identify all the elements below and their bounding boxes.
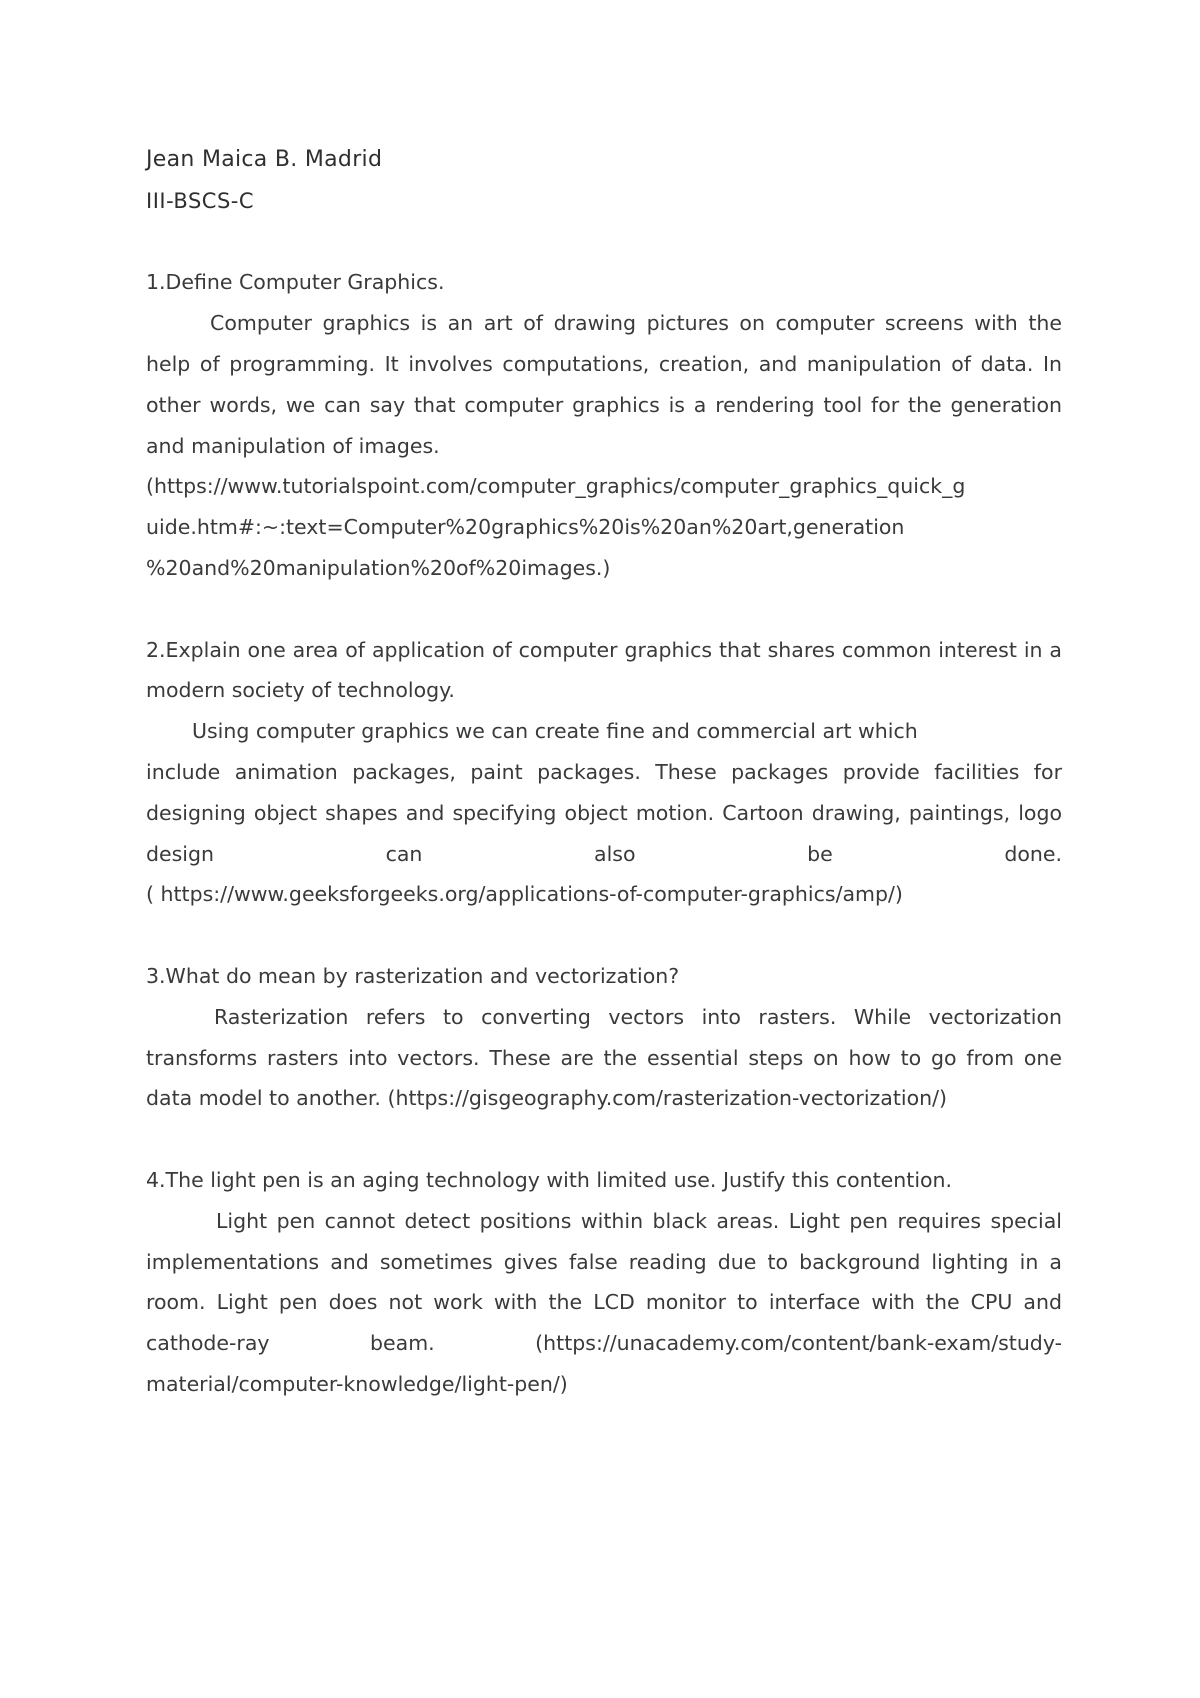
reference-1-line-2: uide.htm#:~:text=Computer%20graphics%20is%20an%20art,generation — [146, 515, 905, 540]
question-1-block — [146, 262, 1062, 588]
answer-3: Rasterization refers to converting vectors into rasters. While vectorization transforms rasters into vectors. These are the essential steps on how to go from one data model to another. (https://gisgeography.com/rasterization-vectorization/) — [146, 1004, 1062, 1111]
question-4: 4.The light pen is an aging technology with limited use. Justify this contention. — [146, 1167, 953, 1192]
answer-2-line-1: Using computer graphics we can create fine and commercial art which — [192, 719, 918, 744]
reference-2: ( https://www.geeksforgeeks.org/applications-of-computer-graphics/amp/) — [146, 882, 903, 907]
spacer — [146, 915, 1062, 956]
class-section: III-BSCS-C — [146, 188, 255, 213]
reference-1-line-1: (https://www.tutorialspoint.com/computer_graphics/computer_graphics_quick_g — [146, 474, 966, 499]
question-2-block — [146, 630, 1062, 916]
document-page — [146, 140, 1062, 1405]
question-2: 2.Explain one area of application of computer graphics that shares common interest in a modern society of technology. — [146, 637, 1062, 703]
question-4-block — [146, 1160, 1062, 1405]
author-name: Jean Maica B. Madrid — [146, 147, 383, 172]
question-3: 3.What do mean by rasterization and vectorization? — [146, 963, 680, 988]
question-3-block — [146, 956, 1062, 1119]
answer-1: Computer graphics is an art of drawing pictures on computer screens with the help of programming. It involves computations, creation, and manipulation of data. In other words, we can say that computer graphics is a rendering tool for the generation and manipulation of images. — [146, 311, 1062, 458]
answer-2: include animation packages, paint packages. These packages provide facilities for designing object shapes and specifying object motion. Cartoon drawing, paintings, logo design can also be done. — [146, 759, 1062, 866]
spacer — [146, 1119, 1062, 1160]
spacer — [146, 589, 1062, 630]
reference-1-line-3: %20and%20manipulation%20of%20images.) — [146, 555, 611, 580]
spacer — [146, 222, 1062, 263]
answer-4: Light pen cannot detect positions within black areas. Light pen requires special implementations and sometimes gives false reading due to background lighting in a room. Light pen does not work with the LCD monitor to interface with the CPU and cathode-ray beam. (https://unacademy.com/content/bank-exam/study-material/computer-knowledge/light-pen/) — [146, 1208, 1062, 1396]
question-1: 1.Define Computer Graphics. — [146, 270, 445, 295]
